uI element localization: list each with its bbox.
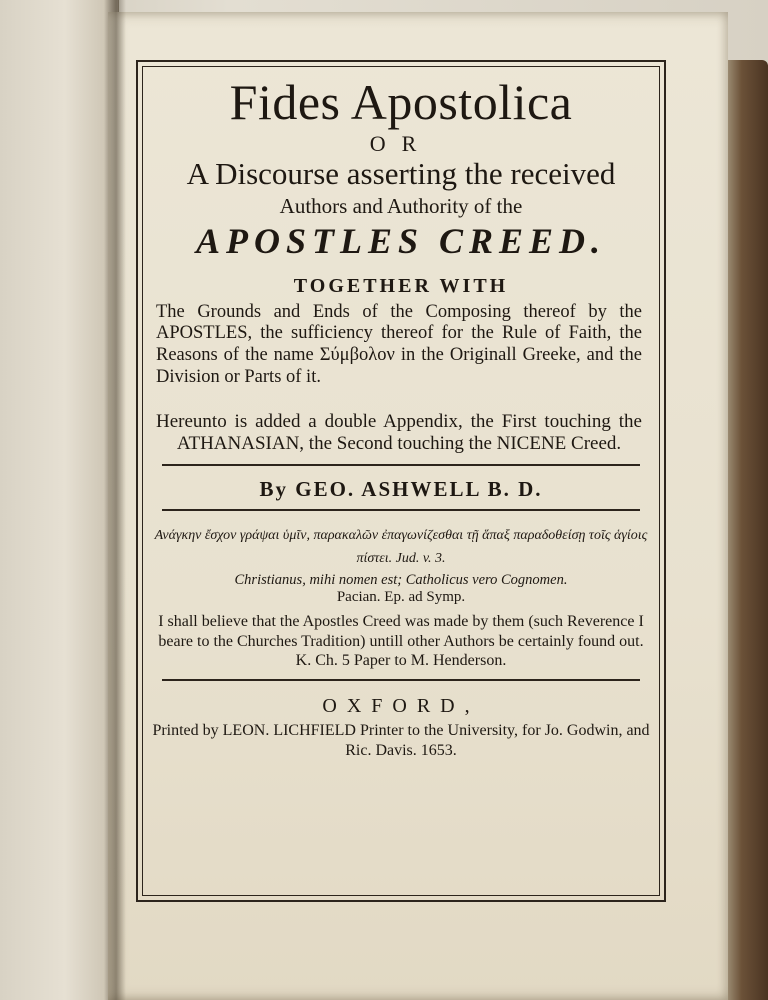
title-page-text [150,66,652,896]
latin-source: Pacian. Ep. ad Symp. [336,589,466,606]
author-byline: By GEO. ASHWELL B. D. [259,476,543,501]
english-quote: I shall believe that the Apostles Creed was made by them (such Reverence I beare to the Churches Tradition) untill other Authors be certainly found out. K. Ch. 5 Paper to M. Henderson. [158,613,644,670]
subtitle: A Discourse asserting the received [186,155,616,191]
greek-quote: Ανάγκην ἔσχον γράψαι ὑμῖν, παρακαλῶν ἐπαγωνίζεσθαι τῇ ἅπαξ παραδοθείσῃ τοῖς ἁγίοις πίστει. Jud. v. 3. [154,528,648,566]
divider [162,464,640,466]
divider [162,509,640,511]
authors-line: Authors and Authority of the [279,194,523,219]
imprint-printer: Printed by LEON. LICHFIELD Printer to the University, for Jo. Godwin, and Ric. Davis. 1653. [152,721,650,760]
book-gutter [104,0,126,1000]
or-line: OR [369,131,433,156]
creed-heading: APOSTLES CREED. [195,220,607,261]
left-page [0,0,119,1000]
imprint-place: OXFORD, [322,694,480,717]
divider [162,679,640,681]
description-paragraph: The Grounds and Ends of the Composing thereof by the APOSTLES, the sufficiency thereof for the Rule of Faith, the Reasons of the name Σύμβολον in the Originall Greeke, and the Division or Parts of it. [156,301,642,388]
book-title: Fides Apostolica [229,74,573,130]
appendix-paragraph: Hereunto is added a double Appendix, the First touching the ATHANASIAN, the Second touching the NICENE Creed. [156,410,642,455]
together-with: TOGETHER WITH [293,275,509,298]
latin-quote: Christianus, mihi nomen est; Catholicus vero Cognomen. [234,571,568,588]
book-cover-edge [724,60,768,1000]
